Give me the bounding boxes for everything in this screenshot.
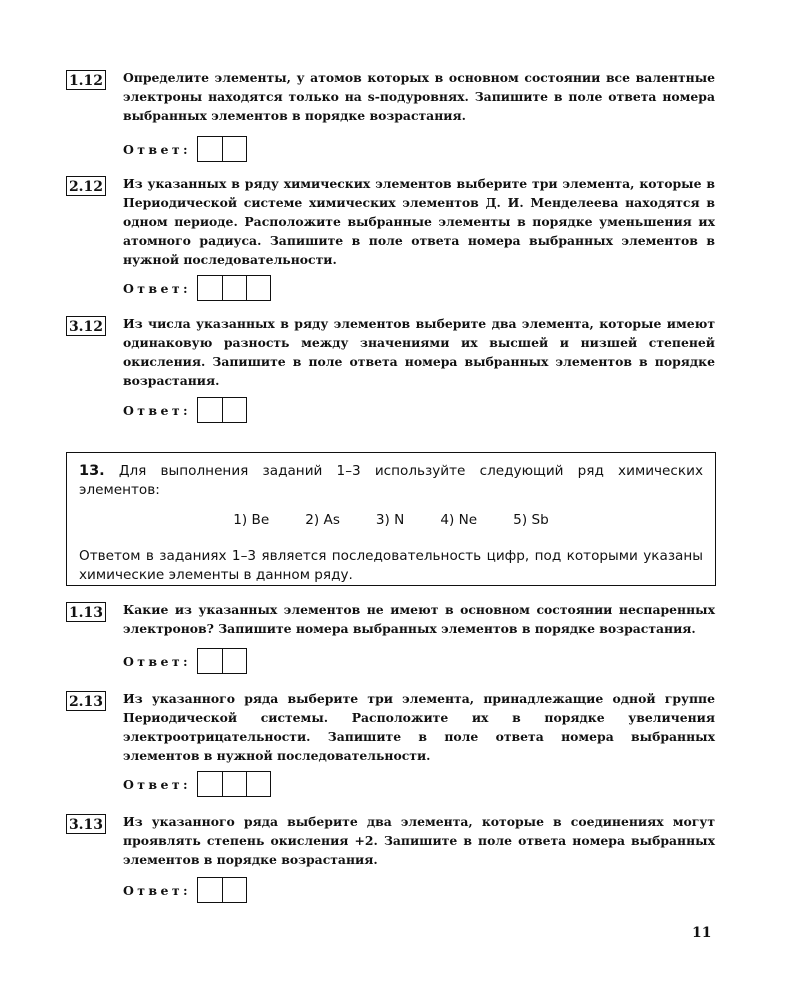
answer-label: Ответ: (123, 280, 192, 296)
answer-cell[interactable] (222, 878, 246, 902)
element-list (79, 511, 703, 530)
info-intro-text: Для выполнения заданий 1–3 используйте следующий ряд химических элементов: (79, 463, 703, 498)
info-box (66, 452, 716, 586)
answer-label: Ответ: (123, 653, 192, 669)
element-item: 5) Sb (513, 512, 549, 528)
answer-boxes[interactable] (197, 648, 247, 674)
answer-cell[interactable] (222, 398, 246, 422)
answer-cell[interactable] (198, 649, 222, 673)
answer-row (123, 648, 247, 674)
answer-cell[interactable] (222, 276, 246, 300)
answer-label: Ответ: (123, 776, 192, 792)
task-text: Из числа указанных в ряду элементов выберите два элемента, которые имеют одинаковую разность между значениями их высшей и низшей степеней окисления. Запишите в поле ответа номера выбранных элементов в порядке возрастания. (123, 316, 715, 388)
answer-row (123, 771, 271, 797)
element-item: 3) N (375, 512, 405, 528)
task-number: 1.12 (66, 70, 106, 90)
answer-label: Ответ: (123, 402, 192, 418)
element-item: 2) As (305, 512, 340, 528)
answer-cell[interactable] (198, 276, 222, 300)
info-footer: Ответом в заданиях 1–3 является последовательность цифр, под которыми указаны химические элементы в данном ряду. (79, 548, 703, 583)
answer-cell[interactable] (246, 772, 270, 796)
task-number: 2.13 (66, 691, 106, 711)
task-number: 2.12 (66, 176, 106, 196)
answer-cell[interactable] (222, 772, 246, 796)
info-task-number: 13. (79, 463, 105, 479)
task-number: 1.13 (66, 602, 106, 622)
answer-cell[interactable] (198, 137, 222, 161)
answer-cell[interactable] (198, 772, 222, 796)
task-text: Определите элементы, у атомов которых в основном состоянии все валентные электроны находятся только на s-подуровнях. Запишите в поле ответа номера выбранных элементов в порядке возрастания. (123, 70, 715, 123)
task-text: Из указанного ряда выберите три элемента, принадлежащие одной группе Периодической системы. Расположите их в порядке увеличения электроотрицательности. Запишите в поле ответа номера выбранных элементов в нужной последовательности. (123, 691, 715, 763)
element-item: 1) Be (233, 512, 270, 528)
answer-boxes[interactable] (197, 877, 247, 903)
answer-boxes[interactable] (197, 771, 271, 797)
answer-boxes[interactable] (197, 275, 271, 301)
element-item: 4) Ne (440, 512, 478, 528)
answer-boxes[interactable] (197, 397, 247, 423)
task-number: 3.12 (66, 316, 106, 336)
task-text: Из указанных в ряду химических элементов выберите три элемента, которые в Периодической системе химических элементов Д. И. Менделеева находятся в одном периоде. Расположите выбранные элементы в порядке уменьшения их атомного радиуса. Запишите в поле ответа номера выбранных элементов в нужной последовательности. (123, 176, 715, 267)
answer-cell[interactable] (222, 137, 246, 161)
task-number: 3.13 (66, 814, 106, 834)
answer-row (123, 136, 247, 162)
answer-row (123, 275, 271, 301)
answer-cell[interactable] (198, 878, 222, 902)
answer-cell[interactable] (246, 276, 270, 300)
answer-cell[interactable] (198, 398, 222, 422)
answer-cell[interactable] (222, 649, 246, 673)
answer-boxes[interactable] (197, 136, 247, 162)
answer-row (123, 397, 247, 423)
task-text: Из указанного ряда выберите два элемента, которые в соединениях могут проявлять степень окисления +2. Запишите в поле ответа номера выбранных элементов в порядке возрастания. (123, 814, 715, 867)
answer-label: Ответ: (123, 141, 192, 157)
answer-row (123, 877, 247, 903)
answer-label: Ответ: (123, 882, 192, 898)
task-text: Какие из указанных элементов не имеют в основном состоянии неспаренных электронов? Запишите номера выбранных элементов в порядке возрастания. (123, 602, 715, 636)
page-number: 11 (692, 925, 712, 941)
info-intro (79, 462, 703, 500)
